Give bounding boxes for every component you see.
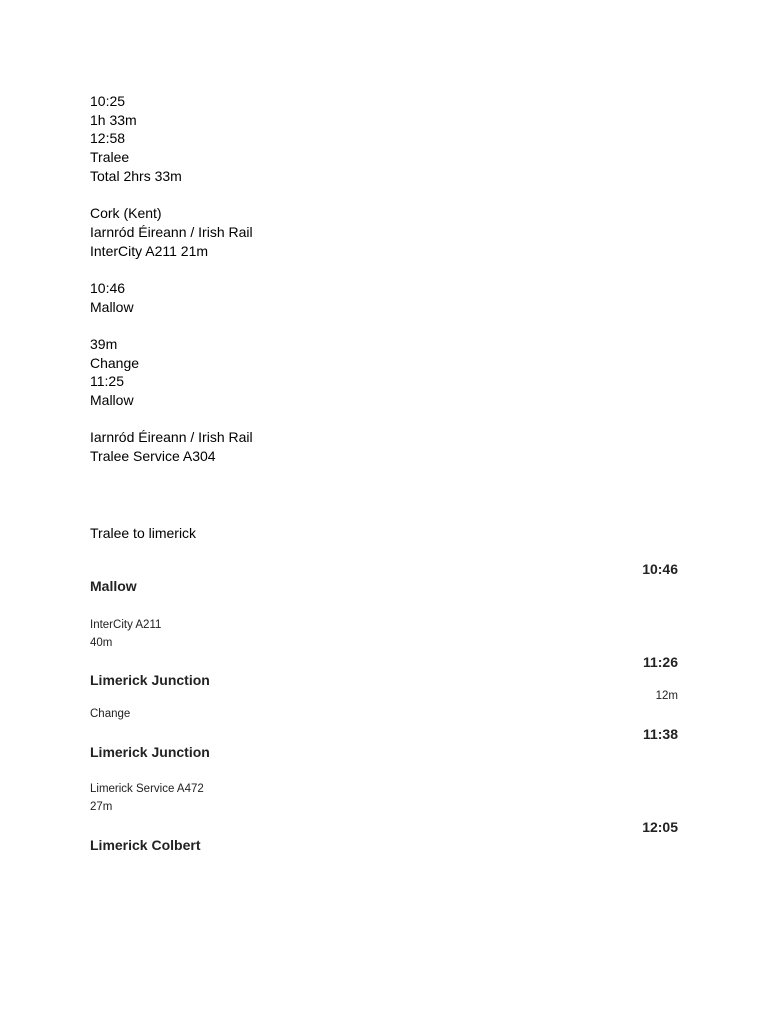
time-2: 11:26 [642, 654, 678, 670]
destination: Tralee [90, 149, 130, 166]
journey-cork-tralee [90, 92, 678, 466]
service-label-1: InterCity A211 [90, 619, 162, 631]
wait-duration-2: 12m [655, 690, 678, 702]
station-4: Limerick Colbert [90, 837, 201, 853]
stop-2-name: Mallow [90, 392, 134, 408]
origin-station: Cork (Kent) [90, 205, 162, 222]
change-label-2: Change [90, 708, 131, 720]
change-label: Change [90, 354, 140, 371]
wait-duration: 39m [90, 335, 118, 352]
stop-1-name: Mallow [90, 298, 134, 315]
depart-time: 10:25 [90, 93, 126, 109]
station-3: Limerick Junction [90, 744, 210, 760]
time-3: 11:38 [642, 726, 678, 742]
time-1: 10:46 [642, 561, 678, 577]
service-label-2: Limerick Service A472 [90, 783, 204, 795]
duration-1: 40m [90, 637, 113, 649]
station-2: Limerick Junction [90, 672, 210, 688]
stop-2-time: 11:25 [90, 373, 124, 390]
section-title: Tralee to limerick [90, 525, 197, 541]
station-1: Mallow [90, 578, 137, 594]
service-1: InterCity A211 21m [90, 242, 209, 259]
stop-1-time: 10:46 [90, 279, 126, 296]
total-duration: Total 2hrs 33m [90, 167, 182, 184]
spacer [90, 260, 678, 279]
duration-2: 27m [90, 801, 113, 813]
spacer [90, 316, 678, 335]
leg-duration: 1h 33m [90, 111, 137, 128]
time-4: 12:05 [642, 819, 678, 835]
operator-2: Iarnród Éireann / Irish Rail [90, 429, 253, 446]
arrive-time: 12:58 [90, 130, 126, 147]
operator-1: Iarnród Éireann / Irish Rail [90, 223, 253, 240]
service-2: Tralee Service A304 [90, 448, 216, 465]
spacer [90, 410, 678, 429]
spacer [90, 185, 678, 204]
